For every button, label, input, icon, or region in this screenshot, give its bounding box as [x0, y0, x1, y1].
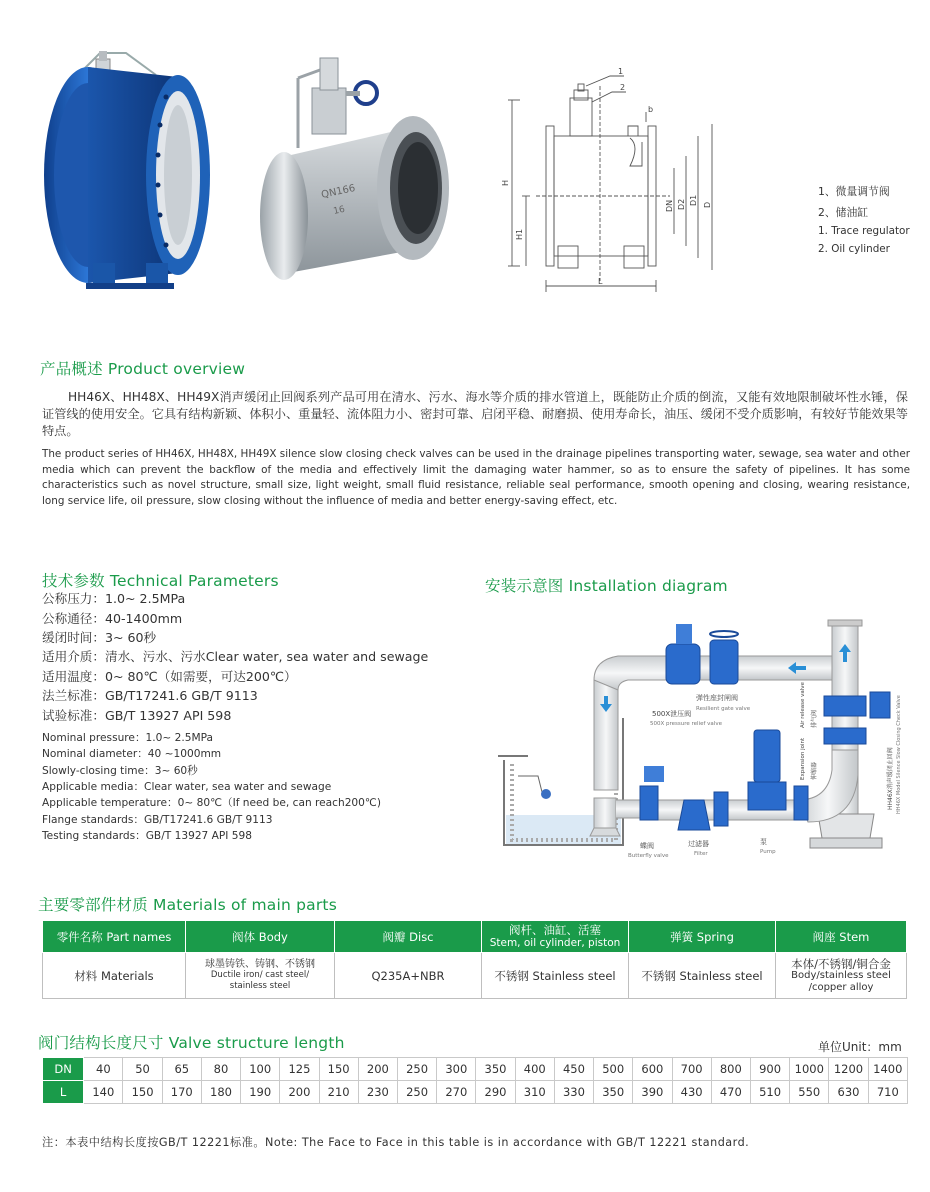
legend-en-1: 1. Trace regulator [818, 225, 910, 237]
svg-text:16: 16 [332, 204, 346, 217]
l-cell: 510 [750, 1081, 789, 1104]
dimension-table [42, 1057, 908, 1104]
l-cell: 170 [162, 1081, 201, 1104]
dn-cell: 900 [750, 1058, 789, 1081]
l-cell: 270 [437, 1081, 476, 1104]
mat-h-disc: 阀瓣 Disc [335, 921, 482, 953]
mat-seat-en-2: /copper alloy [808, 981, 874, 993]
dim-d: D [703, 201, 712, 208]
label-pump: 泵 [760, 838, 767, 846]
label-filter: 过滤器 [688, 840, 709, 848]
dn-cell: 65 [162, 1058, 201, 1081]
blue-valve-photo [38, 45, 213, 295]
l-cell: 710 [868, 1081, 907, 1104]
unit-label: 单位Unit：mm [818, 1040, 902, 1054]
svg-text:QN166: QN166 [320, 183, 357, 201]
mat-seat-cn: 本体/不锈钢/铜合金 [791, 956, 891, 971]
tech-en-1: Nominal diameter：40 ~1000mm [42, 748, 222, 760]
label-relief-valve-en: 500X pressure relief valve [650, 721, 722, 727]
l-cell: 150 [123, 1081, 162, 1104]
tech-en-5: Flange standards：GB/T17241.6 GB/T 9113 [42, 814, 273, 826]
mat-seat-en-1: Body/stainless steel [791, 969, 891, 981]
dim-d1: D1 [689, 194, 698, 206]
dn-cell: 450 [554, 1058, 593, 1081]
dn-cell: 80 [201, 1058, 240, 1081]
overview-en: The product series of HH46X, HH48X, HH49X silence slow closing check valves can be used in the drainage pipelines transporting water, sewage, sea water and other media which can prevent the backflow of the media and effectively limit the damaging water hammer, so as to ensure the safety of pipelines. It has some characteristics such as novel structure, small size, light weight, small fluid resistance, reliable seal performance, smooth opening and closing, wearing resistance, long service life, oil pressure, slow closing without the influence of media and better energy-saving effect, etc. [42, 448, 910, 507]
label-gate-valve: 弹性座封闸阀 [696, 694, 738, 702]
legend-cn-1: 1、微量调节阀 [818, 185, 890, 198]
label-air-release: Air release valve [800, 682, 806, 728]
materials-row [43, 953, 907, 999]
dn-cell: 1200 [829, 1058, 868, 1081]
dn-cell: 800 [711, 1058, 750, 1081]
l-cell: 200 [280, 1081, 319, 1104]
l-cell: 230 [358, 1081, 397, 1104]
dn-cell: 600 [633, 1058, 672, 1081]
label-check-valve: HH46X消声缓闭止回阀 [887, 747, 894, 810]
mat-h-stem-cn: 阀杆、油缸、活塞 [509, 922, 601, 937]
tech-en-0: Nominal pressure：1.0~ 2.5MPa [42, 732, 214, 744]
label-check-valve-en: HH46X Model Silence Slow Closing Check Valve [896, 695, 902, 814]
dim-h: H [501, 179, 510, 186]
l-cell: 350 [594, 1081, 633, 1104]
label-pump-en: Pump [760, 849, 776, 855]
l-cell: 250 [397, 1081, 436, 1104]
label-expansion: Expansion joint [800, 737, 806, 780]
dn-cell: 350 [476, 1058, 515, 1081]
mat-body-cn: 球墨铸铁、铸钢、不锈钢 [205, 959, 315, 970]
dim-h1: H1 [515, 228, 524, 240]
label-air-release-cn: 排气阀 [811, 709, 818, 728]
mat-h-body: 阀体 Body [186, 921, 335, 953]
l-cell: 330 [554, 1081, 593, 1104]
mat-body-en-2: stainless steel [229, 981, 291, 991]
technical-drawing [500, 66, 730, 296]
materials-table [42, 920, 907, 999]
legend-en-2: 2. Oil cylinder [818, 243, 890, 255]
l-cell: 550 [790, 1081, 829, 1104]
mat-stem: 不锈钢 Stainless steel [482, 953, 629, 999]
label-butterfly: 蝶阀 [640, 842, 654, 850]
l-label: L [43, 1081, 84, 1104]
mat-disc: Q235A+NBR [335, 953, 482, 999]
l-cell: 140 [84, 1081, 123, 1104]
legend-cn-2: 2、储油缸 [818, 206, 869, 219]
materials-title: 主要零部件材质 Materials of main parts [38, 896, 337, 914]
dim-dn: DN [665, 199, 674, 212]
dim-d2: D2 [677, 198, 686, 210]
dn-cell: 300 [437, 1058, 476, 1081]
l-cell: 630 [829, 1081, 868, 1104]
callout-2: 2 [620, 83, 626, 92]
callout-1: 1 [618, 67, 624, 76]
dn-cell: 40 [84, 1058, 123, 1081]
dn-cell: 700 [672, 1058, 711, 1081]
tech-en-2: Slowly-closing time：3~ 60秒 [42, 765, 198, 777]
l-cell: 290 [476, 1081, 515, 1104]
mat-body-cell [186, 953, 335, 999]
dn-row [43, 1058, 908, 1081]
tech-cn-3: 适用介质：清水、污水、污水Clear water, sea water and sewage [42, 649, 429, 664]
install-title: 安装示意图 Installation diagram [485, 577, 728, 595]
dn-cell: 50 [123, 1058, 162, 1081]
label-relief-valve: 500X泄压阀 [652, 710, 692, 718]
dim-b: b [648, 105, 654, 114]
dn-cell: 150 [319, 1058, 358, 1081]
tech-title: 技术参数 Technical Parameters [42, 572, 279, 590]
label-expansion-cn: 伸缩器 [811, 761, 818, 780]
materials-header-row [43, 921, 907, 953]
tech-cn-0: 公称压力：1.0~ 2.5MPa [42, 591, 186, 606]
dn-cell: 1400 [868, 1058, 907, 1081]
l-cell: 470 [711, 1081, 750, 1104]
l-cell: 190 [241, 1081, 280, 1104]
dn-cell: 200 [358, 1058, 397, 1081]
tech-en-6: Testing standards：GB/T 13927 API 598 [42, 830, 253, 842]
dn-cell: 125 [280, 1058, 319, 1081]
mat-h-seat: 阀座 Stem [776, 921, 907, 953]
tech-cn-6: 试验标准：GB/T 13927 API 598 [42, 708, 232, 723]
mat-h-spring: 弹簧 Spring [629, 921, 776, 953]
tech-en-4: Applicable temperature：0~ 80℃（If need be, can reach200℃) [42, 797, 381, 809]
dn-cell: 500 [594, 1058, 633, 1081]
tech-cn-1: 公称通径：40-1400mm [42, 611, 183, 626]
mat-spring: 不锈钢 Stainless steel [629, 953, 776, 999]
overview-cn: HH46X、HH48X、HH49X消声缓闭止回阀系列产品可用在清水、污水、海水等介质的排水管道上，既能防止介质的倒流，又能有效地限制破坏性水锤，保证管线的使用安全。它具有结构新颖、体积小、重量轻、流体阻力小、密封可靠、启闭平稳、耐磨损、使用寿命长，油压、缓闭不受介质影响，有较好节能效果等特点。 [42, 390, 908, 438]
label-butterfly-en: Butterfly valve [628, 853, 669, 859]
tech-en-3: Applicable media：Clear water, sea water and sewage [42, 781, 332, 793]
dn-label: DN [43, 1058, 84, 1081]
label-filter-en: Filter [694, 851, 708, 857]
installation-diagram [498, 600, 908, 865]
l-cell: 390 [633, 1081, 672, 1104]
l-cell: 430 [672, 1081, 711, 1104]
l-cell: 210 [319, 1081, 358, 1104]
label-gate-valve-en: Resilient gate valve [696, 706, 751, 712]
tech-cn-2: 缓闭时间：3~ 60秒 [42, 630, 157, 645]
mat-materials: 材料 Materials [43, 953, 186, 999]
tech-cn-4: 适用温度：0~ 80℃（如需要，可达200℃） [42, 669, 297, 684]
tech-cn-5: 法兰标准：GB/T17241.6 GB/T 9113 [42, 688, 258, 703]
mat-seat-cell [776, 953, 907, 999]
dn-cell: 400 [515, 1058, 554, 1081]
mat-h-stem [482, 921, 629, 953]
l-row [43, 1081, 908, 1104]
dim-l: L [598, 277, 603, 286]
dimensions-title: 阀门结构长度尺寸 Valve structure length [38, 1034, 345, 1052]
dn-cell: 250 [397, 1058, 436, 1081]
mat-body-en-1: Ductile iron/ cast steel/ [210, 970, 310, 980]
stainless-valve-photo [248, 48, 453, 293]
footnote: 注：本表中结构长度按GB/T 12221标准。Note: The Face to Face in this table is in accordance with GB/T 12221 standard. [42, 1136, 750, 1149]
l-cell: 310 [515, 1081, 554, 1104]
dn-cell: 1000 [790, 1058, 829, 1081]
mat-h-part: 零件名称 Part names [43, 921, 186, 953]
dn-cell: 100 [241, 1058, 280, 1081]
mat-h-stem-en: Stem, oil cylinder, piston [489, 936, 621, 949]
l-cell: 180 [201, 1081, 240, 1104]
overview-title: 产品概述 Product overview [40, 360, 246, 378]
